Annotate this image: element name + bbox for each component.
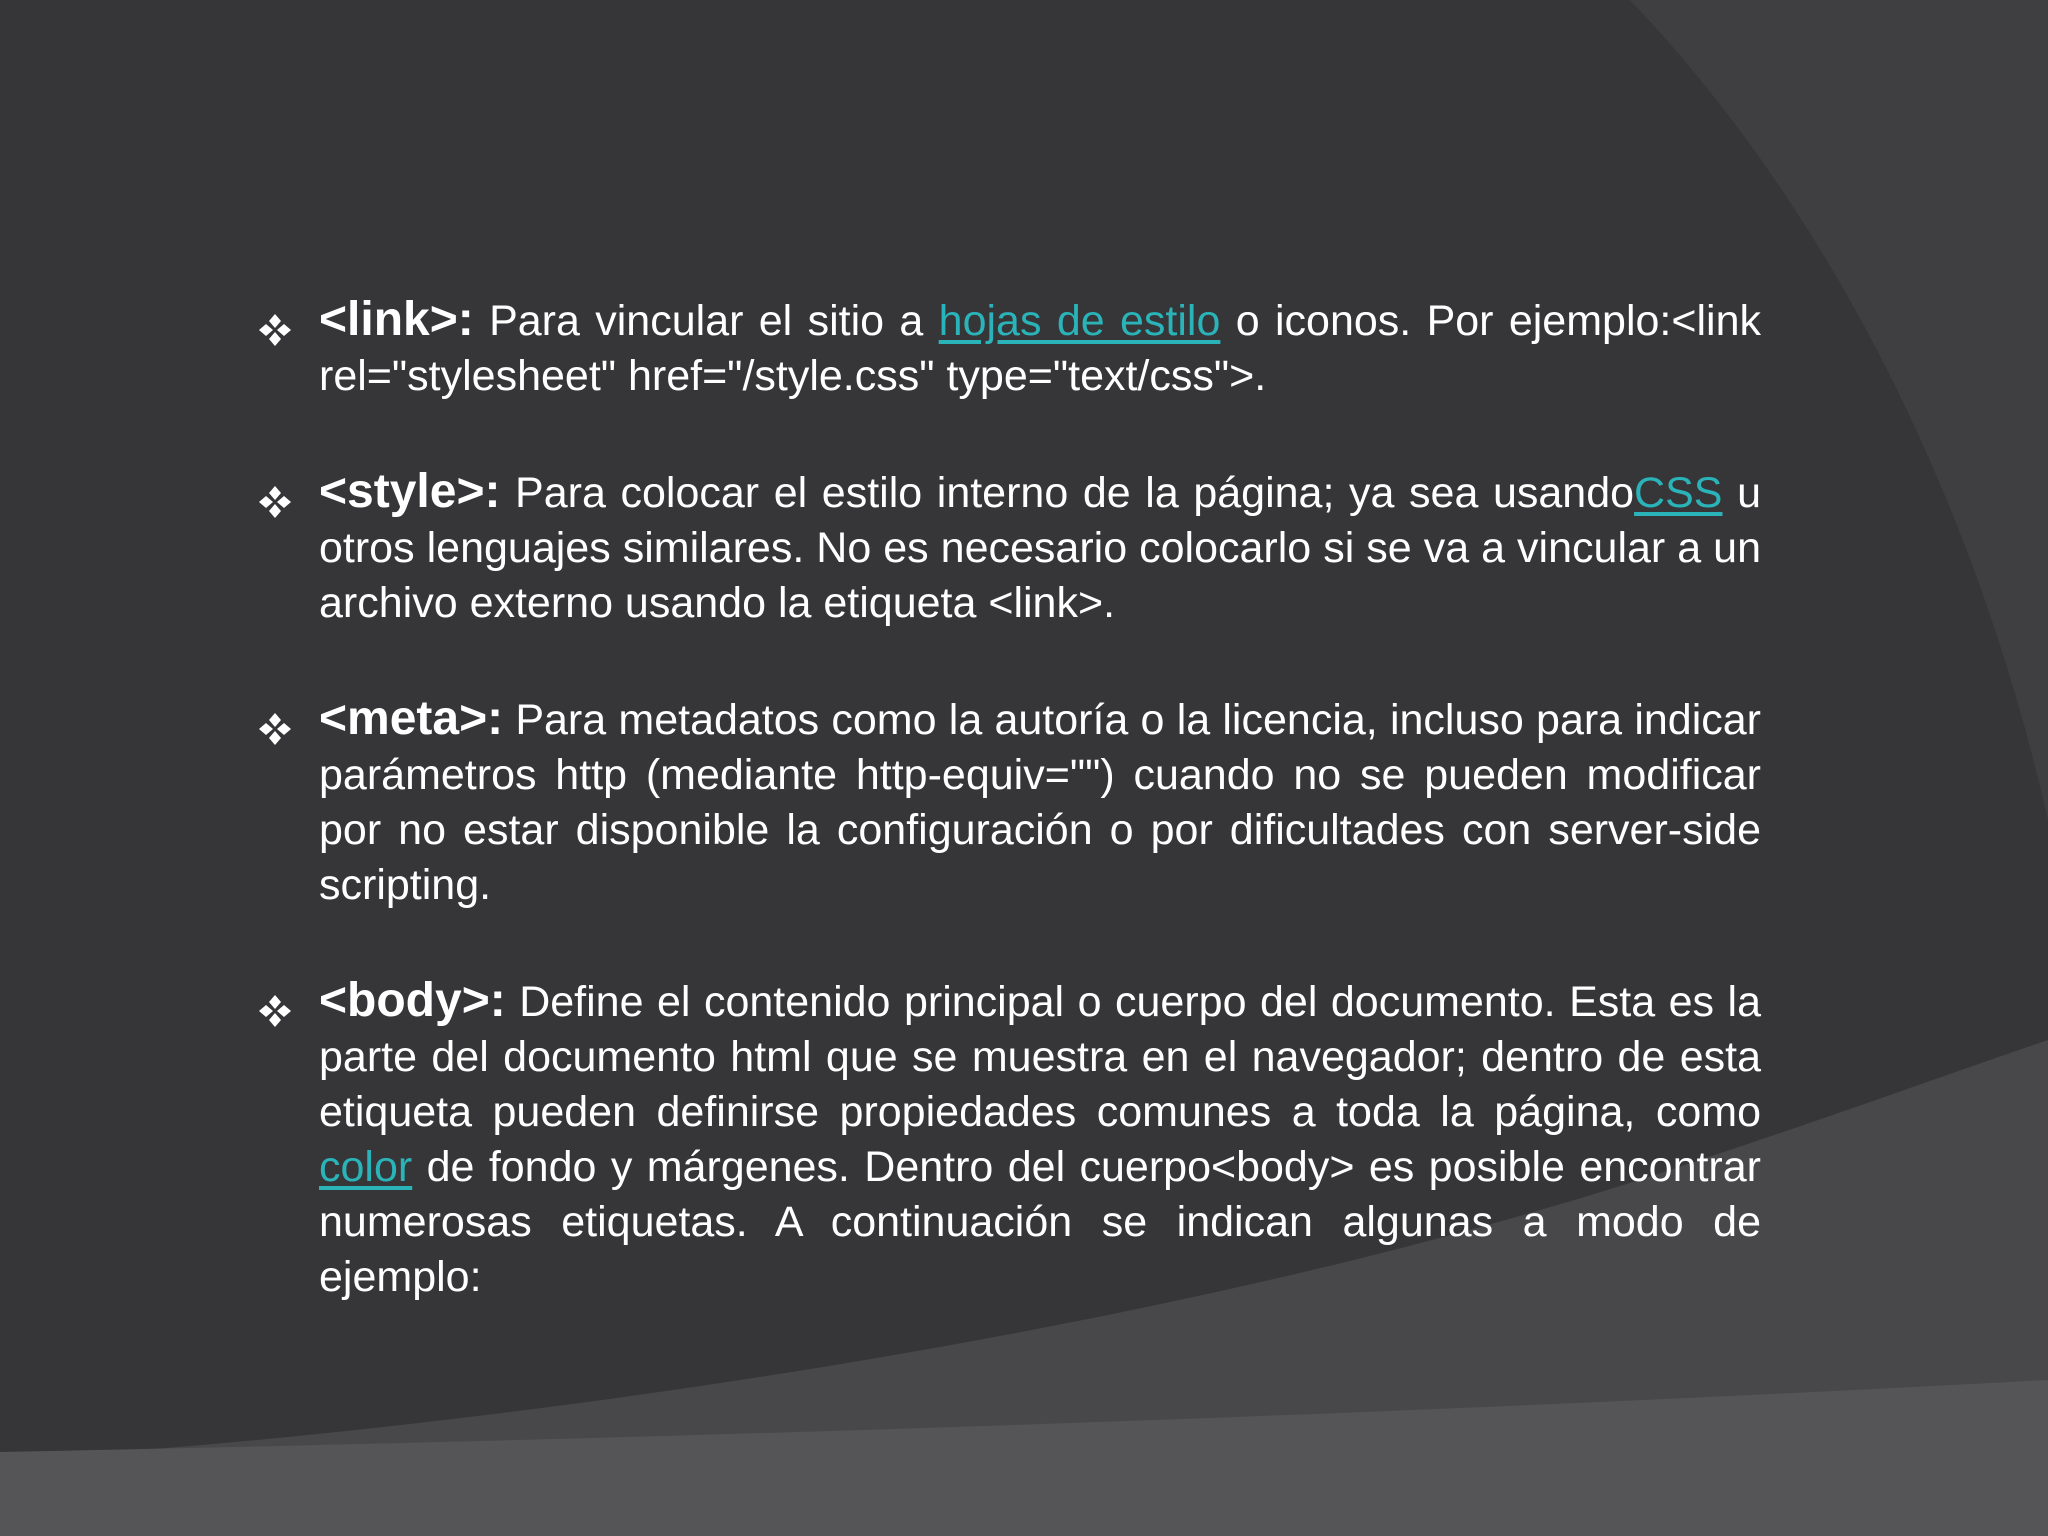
bullet-list xyxy=(257,292,1761,1305)
bullet-item xyxy=(257,691,1761,913)
bullet-text xyxy=(319,293,1761,400)
tag-label: <body>: xyxy=(319,974,506,1027)
bullet-item xyxy=(257,973,1761,1305)
body-text: Para vincular el sitio a xyxy=(473,297,939,345)
hyperlink[interactable]: CSS xyxy=(1634,469,1723,517)
bullet-item xyxy=(257,292,1761,404)
body-text: Define el contenido principal o cuerpo del documento. Esta es la parte del documento html que se muestra en el navegador; dentro de esta etiqueta pueden definirse propiedades comunes a toda la página, como xyxy=(319,978,1761,1136)
body-text: o iconos. Por ejemplo:<link rel="stylesheet" href="/style.css" type="text/css">. xyxy=(319,297,1761,400)
body-text: Para colocar el estilo interno de la página; ya sea usando xyxy=(500,469,1635,517)
tag-label: <meta>: xyxy=(319,692,504,745)
bullet-text xyxy=(319,692,1761,909)
body-text: de fondo y márgenes. Dentro del cuerpo<body> es posible encontrar numerosas etiquetas. A continuación se indican algunas a modo de ejemplo: xyxy=(319,1143,1761,1301)
bullet-text xyxy=(319,974,1761,1301)
tag-label: <link>: xyxy=(319,293,474,346)
bullet-text xyxy=(319,465,1761,627)
diamond-four-icon xyxy=(257,988,293,1024)
diamond-four-icon xyxy=(257,479,293,515)
hyperlink[interactable]: color xyxy=(319,1143,413,1191)
body-text: Para metadatos como la autoría o la licencia, incluso para indicar parámetros http (mediante http-equiv="") cuando no se pueden modificar por no estar disponible la configuración o por dificultades con server-side scripting. xyxy=(319,696,1761,909)
hyperlink[interactable]: hojas de estilo xyxy=(938,297,1221,345)
diamond-four-icon xyxy=(257,706,293,742)
tag-label: <style>: xyxy=(319,465,501,518)
bullet-item xyxy=(257,464,1761,631)
diamond-four-icon xyxy=(257,307,293,343)
body-text: u otros lenguajes similares. No es necesario colocarlo si se va a vincular a un archivo externo usando la etiqueta <link>. xyxy=(319,469,1761,627)
